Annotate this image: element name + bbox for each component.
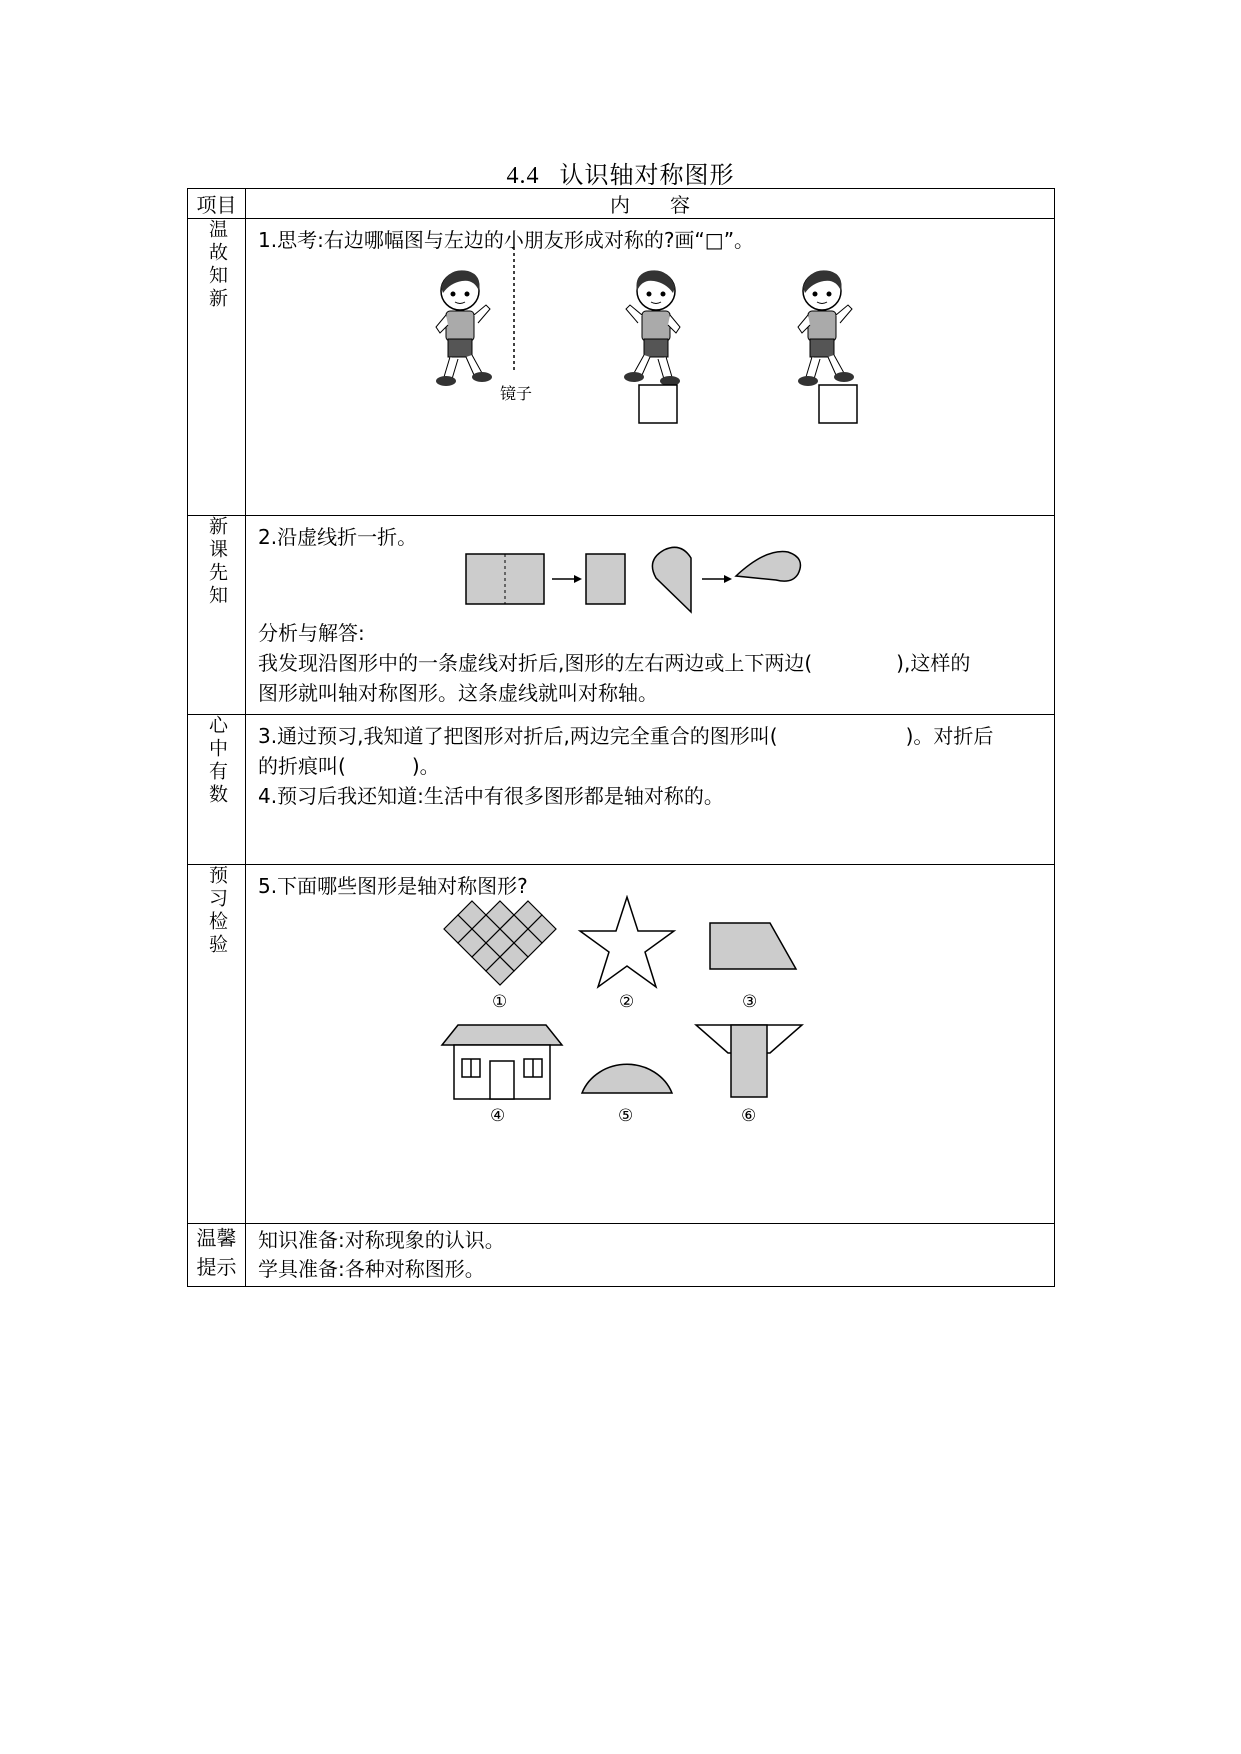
tips-content-cell: [246, 1224, 1055, 1287]
title-number: 4.4: [506, 163, 540, 189]
analysis-line-1: [258, 648, 970, 678]
review-label-cell: [188, 219, 246, 516]
check-label-cell: [188, 865, 246, 1224]
question-3-b: )。对折后: [905, 724, 994, 748]
mind-content-cell: [246, 715, 1055, 865]
tips-line-1: 知识准备:对称现象的认识。: [258, 1228, 505, 1252]
answer-box-a[interactable]: [639, 385, 677, 423]
preview-label-cell: [188, 516, 246, 715]
tips-label-line-2: 提示: [196, 1255, 237, 1279]
tips-label-line-1: 温馨: [196, 1226, 237, 1250]
analysis-title: 分析与解答:: [258, 621, 365, 645]
shape-number-4: ④: [490, 1106, 506, 1126]
question-3-line-1: [258, 721, 1044, 751]
shape-number-5: ⑤: [618, 1106, 634, 1126]
folded-rectangle-icon: [586, 554, 625, 604]
mind-label-cell: [188, 715, 246, 865]
review-question: 1.思考:右边哪幅图与左边的小朋友形成对称的?画“□”。: [258, 228, 755, 252]
half-heart-shape-icon: [736, 552, 800, 582]
preview-content-cell: [246, 516, 1055, 715]
header-item-cell: 项目: [188, 189, 246, 219]
trapezoid-shape-icon: [710, 923, 796, 969]
mind-label: 心中有数: [206, 715, 228, 807]
shape-number-6: ⑥: [741, 1106, 757, 1126]
preview-question: 2.沿虚线折一折。: [258, 525, 418, 549]
analysis-line-2: 图形就叫轴对称图形。这条虚线就叫对称轴。: [258, 681, 658, 705]
house-shape-icon: [442, 1025, 562, 1099]
answer-box-b[interactable]: [819, 385, 857, 423]
semicircle-shape-icon: [582, 1064, 672, 1093]
boy-figure-option-a-icon: [624, 270, 680, 386]
question-3-d: )。: [411, 754, 440, 778]
analysis-line-1-a: 我发现沿图形中的一条虚线对折后,图形的左右两边或上下两边(: [258, 651, 813, 675]
question-3-c: 的折痕叫(: [258, 754, 346, 778]
header-row: [188, 189, 1055, 219]
worksheet-table: [187, 188, 1055, 1287]
preview-label: 新课先知: [206, 516, 228, 608]
check-row: [188, 865, 1055, 1224]
boy-figure-option-b-icon: [798, 270, 854, 386]
review-label: 温故知新: [206, 219, 228, 311]
t-shape-icon: [696, 1025, 802, 1097]
title-text: 认识轴对称图形: [559, 161, 735, 189]
question-5: 5.下面哪些图形是轴对称图形?: [258, 874, 528, 898]
lattice-shape-icon: [444, 901, 556, 985]
analysis-line-1-b: ),这样的: [896, 651, 971, 675]
tips-label-cell: [188, 1224, 246, 1287]
symmetry-shapes: [246, 895, 1052, 1145]
mind-row: [188, 715, 1055, 865]
preview-row: [188, 516, 1055, 715]
review-row: [188, 219, 1055, 516]
header-content-cell: 内 容: [246, 189, 1055, 219]
check-label: 预习检验: [206, 865, 228, 957]
mirror-label: 镜子: [500, 384, 533, 403]
shape-number-3: ③: [742, 992, 758, 1012]
review-figures: [246, 219, 1052, 511]
arrow-right-icon: [552, 575, 582, 583]
question-3-line-2: [258, 751, 1044, 781]
star-shape-icon: [580, 897, 674, 987]
shape-number-2: ②: [619, 992, 635, 1012]
question-4: 4.预习后我还知道:生活中有很多图形都是轴对称的。: [258, 784, 724, 808]
question-3-a: 3.通过预习,我知道了把图形对折后,两边完全重合的图形叫(: [258, 724, 778, 748]
arrow-right-icon-2: [702, 575, 732, 583]
heart-shape-icon: [652, 547, 691, 612]
fold-rectangle-icon: [466, 554, 544, 604]
tips-row: [188, 1224, 1055, 1287]
check-content-cell: [246, 865, 1055, 1224]
page-title: [0, 155, 1241, 190]
boy-figure-left-icon: [436, 270, 492, 386]
review-content-cell: [246, 219, 1055, 516]
tips-line-2: 学具准备:各种对称图形。: [258, 1257, 485, 1281]
shape-number-1: ①: [492, 992, 508, 1012]
